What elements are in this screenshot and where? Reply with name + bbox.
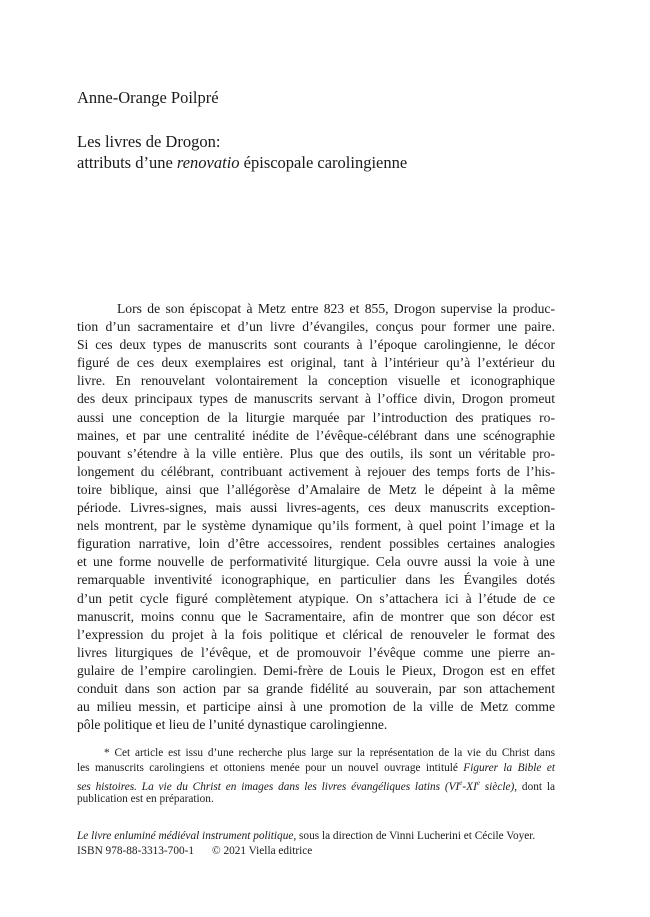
- body-line: manuscrit, moins connu que le Sacramentaire, afin de montrer que son décor est: [77, 608, 555, 624]
- body-line: tion d’un sacramentaire et d’un livre d’évangiles, conçus pour former une paire.: [77, 319, 555, 335]
- body-line: gulaire de l’empire carolingien. Demi-frère de Louis le Pieux, Drogon est en effet: [77, 662, 555, 678]
- footnote-book-title: Figurer la Bible et: [463, 762, 555, 775]
- body-line: maines, et par une centralité inédite de l’évêque-célébrant dans une scénographie: [77, 427, 555, 443]
- isbn: ISBN 978-88-3313-700-1: [77, 844, 195, 857]
- abstract-body: [77, 300, 555, 734]
- editors: sous la direction de Vinni Lucherini et Cécile Voyer.: [296, 830, 536, 842]
- footnote-text: , dont la: [514, 781, 555, 794]
- body-line: remarquable inventivité iconographique, en particulier dans les Évangiles dotés: [77, 572, 555, 588]
- body-line: au milieu messin, et participe ainsi à une promotion de la ville de Metz comme: [77, 699, 555, 715]
- superscript: e: [459, 779, 463, 788]
- body-line: période. Livres-signes, mais aussi livres-agents, ces deux manuscrits exception-: [77, 500, 555, 516]
- body-line: toire biblique, ainsi que l’allégorèse d’Amalaire de Metz le dépeint à la même: [77, 481, 555, 497]
- body-line: aussi une conception de la liturgie marquée par l’introduction des pratiques ro-: [77, 409, 555, 425]
- body-line: pôle politique et lieu de l’unité dynastique carolingienne.: [77, 717, 388, 733]
- body-line: d’un petit cycle figuré complètement atypique. On s’attachera ici à l’étude de ce: [77, 590, 555, 606]
- body-line: figuré de ces deux exemplaires est original, tant à l’intérieur qu’à l’extérieur du: [77, 355, 555, 371]
- body-line: livres liturgiques de l’évêque, et de promouvoir l’évêque comme une pierre an-: [77, 644, 555, 660]
- body-line: pouvant s’étendre à la ville entière. Plus que des outils, ils sont un véritable pro-: [77, 445, 555, 461]
- colophon: [77, 829, 535, 858]
- author-name: Anne-Orange Poilpré: [77, 88, 219, 107]
- body-line: livre. En renouvelant volontairement la conception visuelle et iconographique: [77, 373, 555, 389]
- colophon-line-2: [77, 844, 535, 859]
- title-text: attributs d’une: [77, 153, 177, 172]
- body-line: Si ces deux types de manuscrits sont courants à l’époque carolingienne, le décor: [77, 337, 555, 353]
- footnote-line: [77, 761, 555, 776]
- body-line: conduit dans son action par sa grande fidélité au souverain, par son attachement: [77, 680, 555, 696]
- title-text-end: épiscopale carolingienne: [239, 153, 408, 172]
- body-line: et une forme nouvelle de performativité liturgique. Cela ouvre aussi la voie à une: [77, 554, 555, 570]
- footnote: [77, 746, 555, 807]
- body-line: nels montrent, par le système dynamique qu’ils forment, à quel point l’image et la: [77, 518, 555, 534]
- title-italic-term: renovatio: [176, 153, 240, 172]
- footnote-line: [77, 776, 555, 794]
- footnote-line: * Cet article est issu d’une recherche plus large sur la représentation de la vie du Christ dans: [104, 747, 555, 759]
- footnote-title-part: -XI: [462, 781, 477, 794]
- body-line: longement du célébrant, contribuant activement à rejouer des temps forts de l’his-: [77, 463, 555, 479]
- body-line: l’expression du projet à la fois politique et clérical de renouveler le format des: [77, 626, 555, 642]
- footnote-line: publication est en préparation.: [77, 792, 214, 805]
- article-title: [77, 131, 407, 173]
- colophon-line-1: [77, 829, 535, 844]
- book-title: Le livre enluminé médiéval instrument politique,: [77, 830, 297, 842]
- superscript: e: [476, 779, 480, 788]
- footnote-title-part: ses histoires. La vie du Christ en images dans les livres évangéliques latins (VI: [77, 781, 460, 794]
- title-line-1: Les livres de Drogon:: [77, 132, 221, 151]
- body-line: Lors de son épiscopat à Metz entre 823 et 855, Drogon supervise la produc-: [117, 301, 555, 316]
- title-line-2: [77, 152, 407, 173]
- copyright: © 2021 Viella editrice: [212, 844, 313, 857]
- body-line: figuration narrative, loin d’être accessoires, rendent possibles certaines analogies: [77, 536, 555, 552]
- footnote-text: les manuscrits carolingiens et ottoniens menée pour un nouvel ouvrage intitulé: [77, 762, 464, 775]
- body-line: des deux principaux types de manuscrits servant à l’office divin, Drogon promeut: [77, 391, 555, 407]
- footnote-title-part: siècle): [479, 781, 515, 794]
